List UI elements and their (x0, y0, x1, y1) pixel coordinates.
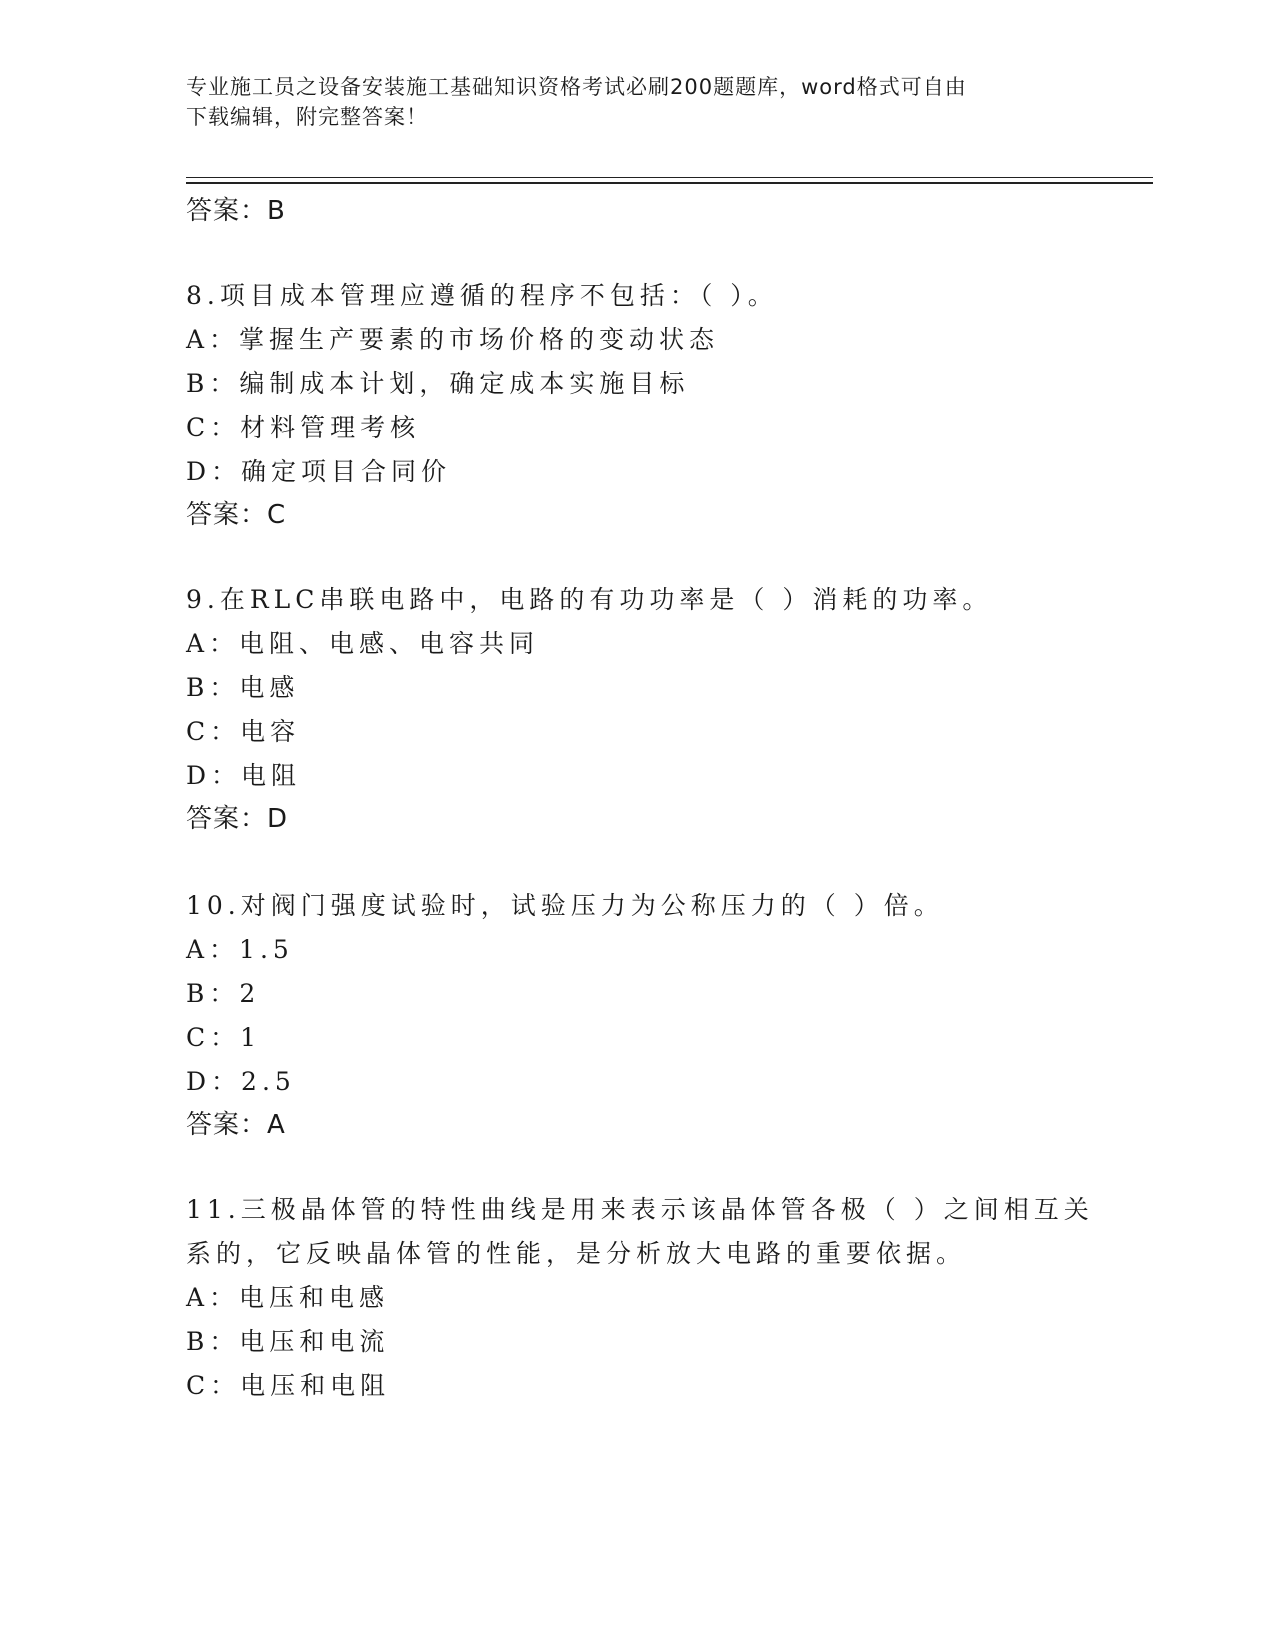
header-divider-thick (186, 182, 1153, 184)
question-10-option-c: C：1 (186, 1023, 262, 1052)
header-divider-thin (186, 177, 1153, 178)
question-10-stem: 10.对阀门强度试验时，试验压力为公称压力的（ ）倍。 (186, 891, 944, 920)
answer-previous: 答案：B (186, 196, 286, 226)
question-9-stem: 9.在RLC串联电路中，电路的有功功率是（ ）消耗的功率。 (186, 585, 993, 614)
question-10-option-b: B：2 (186, 979, 261, 1008)
question-9-answer: 答案：D (186, 804, 289, 834)
question-9-option-a: A：电阻、电感、电容共同 (186, 629, 540, 658)
question-8-option-b: B：编制成本计划，确定成本实施目标 (186, 369, 690, 398)
question-9-option-d: D：电阻 (186, 761, 302, 790)
question-8-option-c: C：材料管理考核 (186, 413, 421, 442)
question-9-option-b: B：电感 (186, 673, 300, 702)
question-8-answer: 答案：C (186, 500, 287, 530)
question-11-option-c: C：电压和电阻 (186, 1371, 391, 1400)
question-11-option-b: B：电压和电流 (186, 1327, 390, 1356)
question-11-stem-line-2: 系的，它反映晶体管的性能，是分析放大电路的重要依据。 (186, 1239, 967, 1268)
question-11-option-a: A：电压和电感 (186, 1283, 390, 1312)
question-11-stem-line-1: 11.三极晶体管的特性曲线是用来表示该晶体管各极（ ）之间相互关 (186, 1195, 1094, 1224)
question-10-option-a: A：1.5 (186, 935, 294, 964)
document-header (186, 72, 1086, 132)
question-8-option-d: D：确定项目合同价 (186, 457, 452, 486)
question-9-option-c: C：电容 (186, 717, 301, 746)
question-10-answer: 答案：A (186, 1110, 286, 1140)
header-line-1: 专业施工员之设备安装施工基础知识资格考试必刷200题题库，word格式可自由 (186, 75, 967, 99)
header-line-2: 下载编辑，附完整答案！ (186, 105, 428, 129)
question-8-stem: 8.项目成本管理应遵循的程序不包括：（ ）。 (186, 281, 778, 310)
question-10-option-d: D：2.5 (186, 1067, 296, 1096)
question-8-option-a: A：掌握生产要素的市场价格的变动状态 (186, 325, 720, 354)
